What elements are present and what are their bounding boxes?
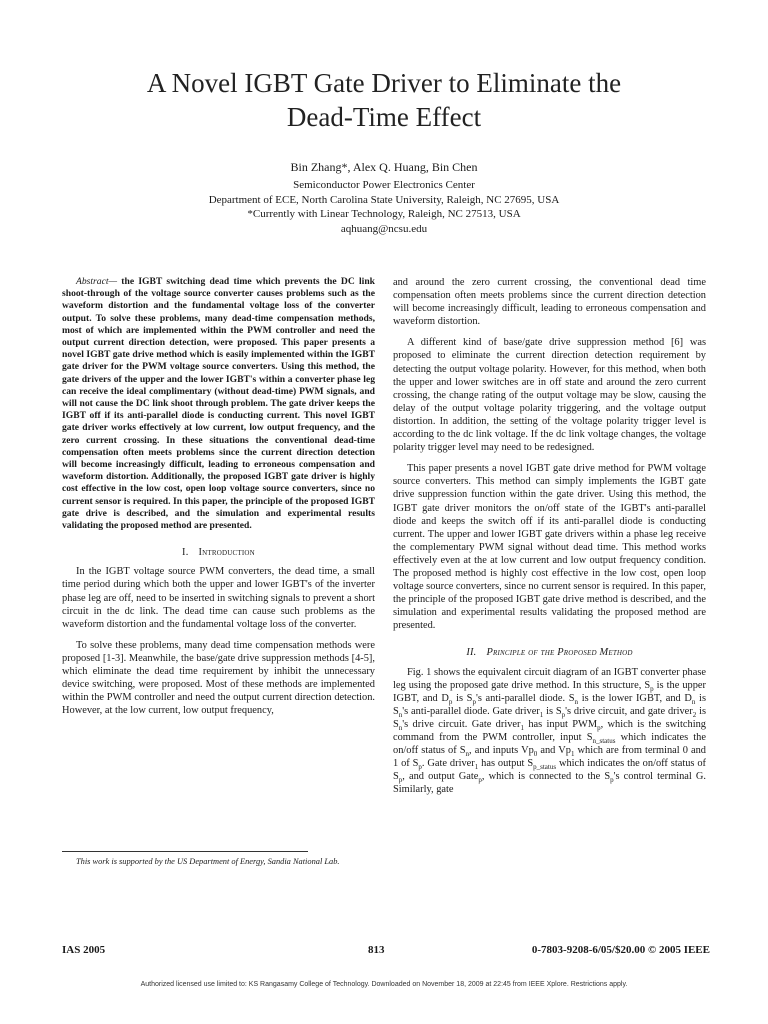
footnote-rule: [62, 851, 308, 852]
section-heading-introduction: [62, 546, 375, 559]
intro-paragraph: In the IGBT voltage source PWM converters, the dead time, a small time period during which both the upper and lower IGBT's of the inverter phase leg are off, need to be inserted in switching signals to prevent a short circuit in the dc link. The dead time can cause such problems as the waveform distortion and the fundamental voltage loss of the converter.: [62, 566, 375, 630]
abstract-body: the IGBT switching dead time which prevents the DC link shoot-through of the voltage source converter causes problems such as the waveform distortion and the fundamental voltage loss of the converter output. To solve these problems, many dead-time compensation methods, most of which are implemented within the PWM controller and need the output current direction detection, were proposed. This paper presents a novel IGBT gate drive method which is easily implemented within the IGBT gate driver for the PWM voltage source converters. Using this method, the gate drivers of the upper and the lower IGBT's within a converter phase leg can receive the ideal complimentary (without dead-time) PWM signals, and will not cause the DC link shoot through problem. The gate driver keeps the IGBT off if its anti-parallel diode is conducting current. This novel IGBT gate driver works effectively at low current, low output frequency, and the zero current crossing. In these situations the conventional dead-time compensation often meets problems since the current direction detection will become increasingly difficult, leading to erroneous compensation and waveform distortion. Additionally, the proposed IGBT gate driver is highly cost effective in the low cost, open loop voltage source converters, since no current sensor is required. In this paper, the principle of the proposed IGBT gate drive is described, and the simulation and experimental results validating the proposed method are presented.: [62, 276, 375, 532]
title-line-1: A Novel IGBT Gate Driver to Eliminate the: [146, 68, 622, 98]
section-number: II.: [466, 647, 477, 659]
right-column: [393, 276, 706, 804]
section-heading-principle: [393, 646, 706, 659]
affiliation-block: [0, 178, 768, 236]
footnote: This work is supported by the US Department of Energy, Sandia National Lab.: [76, 857, 340, 866]
intro-paragraph: To solve these problems, many dead time compensation methods were proposed [1-3]. Meanwhile, the base/gate drive suppression methods [4-5], which eliminate the dead time requirement by inhibit the unnecessary device switching, were proposed. Most of these methods are implemented within the PWM controller and need the output current direction detection. However, at the low current, low output frequency,: [62, 639, 375, 717]
affiliation-line: Semiconductor Power Electronics Center: [293, 179, 475, 191]
affiliation-line: *Currently with Linear Technology, Raleigh, NC 27513, USA: [247, 208, 521, 220]
section-title: Principle of the Proposed Method: [486, 647, 633, 659]
body-paragraph: A different kind of base/gate drive suppression method [6] was proposed to eliminate the current direction detection requirement by detecting the output voltage polarity. However, for this method, when both the upper and lower switches are in off state and around the zero current crossing, the change rating of the output voltage may be slow, causing the delay of the output voltage polarity triggering, and the voltage output distortion. In addition, the setting of the voltage polarity trigger level is according to the dc link voltage. If the dc link voltage changes, the voltage polarity trigger level may need to be redesigned.: [393, 337, 706, 454]
abstract: [62, 276, 375, 532]
left-column: [62, 276, 375, 725]
section-title: Introduction: [198, 547, 255, 559]
body-paragraph: This paper presents a novel IGBT gate drive method for PWM voltage source converters. This method can simply implements the IGBT gate drive suppression function within the gate driver. Using this method, the IGBT gate driver monitors the on/off state of the IGBT's anti-parallel diode and keeps the switch off if its anti-parallel diode is conducting current. The upper and lower IGBT gate drivers within a phase leg receive the complementary PWM signal without dead time. This method works effectively even at the at low current and low output frequency condition. The proposed method is highly cost effective in the low cost, open loop voltage source converters, since no current sensor is required. In this paper, the principle of the proposed IGBT gate drive method is described, and the simulation and experimental results validating the proposed method are presented.: [393, 463, 706, 632]
author-list: Bin Zhang*, Alex Q. Huang, Bin Chen: [290, 160, 478, 174]
body-paragraph: and around the zero current crossing, the conventional dead time compensation often meets problems since the current direction detection will become increasingly difficult, leading to erroneous compensation and waveform distortion.: [393, 277, 706, 328]
page-number: 813: [368, 944, 385, 956]
copyright-line: 0-7803-9208-6/05/$20.00 © 2005 IEEE: [531, 944, 710, 956]
section-number: I.: [182, 547, 189, 559]
abstract-lead: Abstract—: [76, 276, 118, 287]
body-paragraph-fig1: Fig. 1 shows the equivalent circuit diagram of an IGBT converter phase leg using the proposed gate drive method. In this structure, $S_p$ is the upper IGBT, and $D_p$ is $S_p's$ anti-parallel diode. $S_n$ is the lower IGBT, and $D_n$ is $S_n's$ anti-parallel diode. Gate driver$_1$ is $S_p's$ drive circuit, and gate driver$_2$ is $S_n's$ drive circuit. Gate driver$_1$ has input $PWM_p$, which is the switching command from the PWM controller, input $S_{n\_status}$ which indicates the on/off status of $S_n$, and inputs $Vp_0$ and $Vp_1$ which are from terminal 0 and 1 of $S_p$. Gate driver$_1$ has output $S_{p\_status}$ which indicates the on/off status of $S_p$, and output Gate$_p$, which is connected to the $S_p's$ control terminal G. Similarly, gate: [393, 666, 707, 796]
license-notice: Authorized licensed use limited to: KS Rangasamy College of Technology. Downloaded on November 18, 2009 at 22:45 from IEEE Xplore. Restrictions apply.: [140, 981, 628, 988]
title-line-2: Dead-Time Effect: [286, 102, 482, 132]
paper-title: [60, 66, 708, 134]
affiliation-line: Department of ECE, North Carolina State University, Raleigh, NC 27695, USA: [208, 193, 560, 206]
author-email: aqhuang@ncsu.edu: [340, 222, 428, 235]
conference-label: IAS 2005: [62, 944, 106, 956]
